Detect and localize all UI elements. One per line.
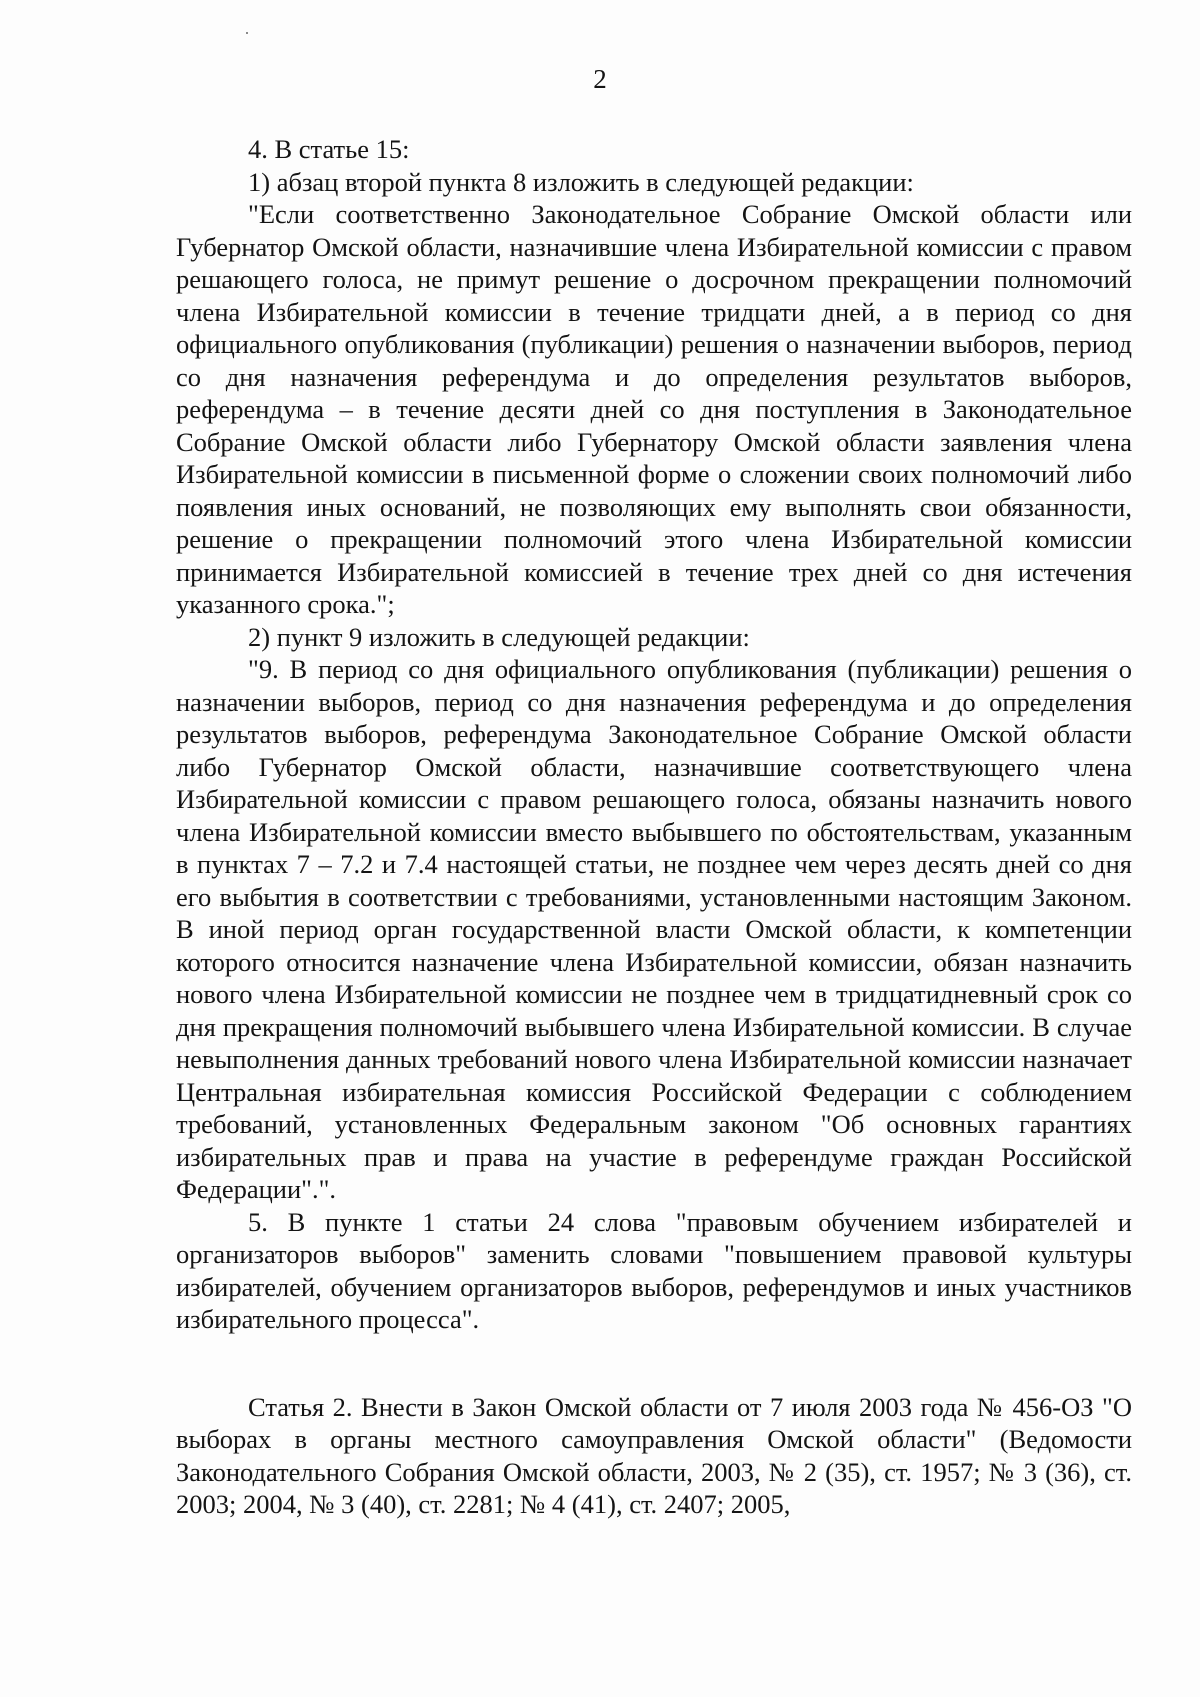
paragraph-point-9-text: "9. В период со дня официального опубликования (публикации) решения о назначении выборов, период со дня назначения референдума и до определения результатов выборов, референдума Законодательное Собрание Омской области либо Губернатор Омской области, назначившие соответствующего члена Избирательной комиссии с правом решающего голоса, обязаны назначить нового члена Избирательной комиссии вместо выбывшего по обстоятельствам, указанным в пунктах 7 – 7.2 и 7.4 настоящей статьи, не позднее чем через десять дней со дня его выбытия в соответствии с требованиями, установленными настоящим Законом. В иной период орган государственной власти Омской области, к компетенции которого относится назначение члена Избирательной комиссии, обязан назначить нового члена Избирательной комиссии не позднее чем в тридцатидневный срок со дня прекращения полномочий выбывшего члена Избирательной комиссии. В случае невыполнения данных требований нового члена Избирательной комиссии назначает Центральная избирательная комиссия Российской Федерации с соблюдением требований, установленных Федеральным законом "Об основных гарантиях избирательных прав и права на участие в референдуме граждан Российской Федерации".".: [176, 654, 1132, 1204]
paragraph-subitem-1-intro: 1) абзац второй пункта 8 изложить в следующей редакции:: [248, 166, 914, 197]
page-number: 2: [593, 64, 607, 94]
paragraph-item-5: 5. В пункте 1 статьи 24 слова "правовым обучением избирателей и организаторов выборов" заменить словами "повышением правовой культуры избирателей, обучением организаторов выборов, референдумов и иных участников избирательного процесса".: [176, 1206, 1132, 1334]
paragraph-article-2: Статья 2. Внести в Закон Омской области от 7 июля 2003 года № 456-ОЗ "О выборах в органы местного самоуправления Омской области" (Ведомости Законодательного Собрания Омской области, 2003, № 2 (35), ст. 1957; № 3 (36), ст. 2003; 2004, № 3 (40), ст. 2281; № 4 (41), ст. 2407; 2005,: [176, 1391, 1132, 1519]
paragraph-item-4-heading: 4. В статье 15:: [248, 134, 410, 164]
scan-speck: [246, 32, 248, 34]
paragraph-subitem-2-intro: 2) пункт 9 изложить в следующей редакции:: [248, 621, 750, 652]
paragraph-point-8-text: "Если соответственно Законодательное Собрание Омской области или Губернатор Омской области, назначившие члена Избирательной комиссии с правом решающего голоса, не примут решение о досрочном прекращении полномочий члена Избирательной комиссии в течение тридцати дней, а в период со дня официального опубликования (публикации) решения о назначении выборов, период со дня назначения референдума и до определения результатов выборов, референдума – в течение десяти дней со дня поступления в Законодательное Собрание Омской области либо Губернатору Омской области заявления члена Избирательной комиссии в письменной форме о сложении своих полномочий либо появления иных оснований, не позволяющих ему выполнять свои обязанности, решение о прекращении полномочий этого члена Избирательной комиссии принимается Избирательной комиссией в течение трех дней со дня истечения указанного срока.";: [176, 199, 1132, 619]
document-body: [176, 133, 1132, 1521]
